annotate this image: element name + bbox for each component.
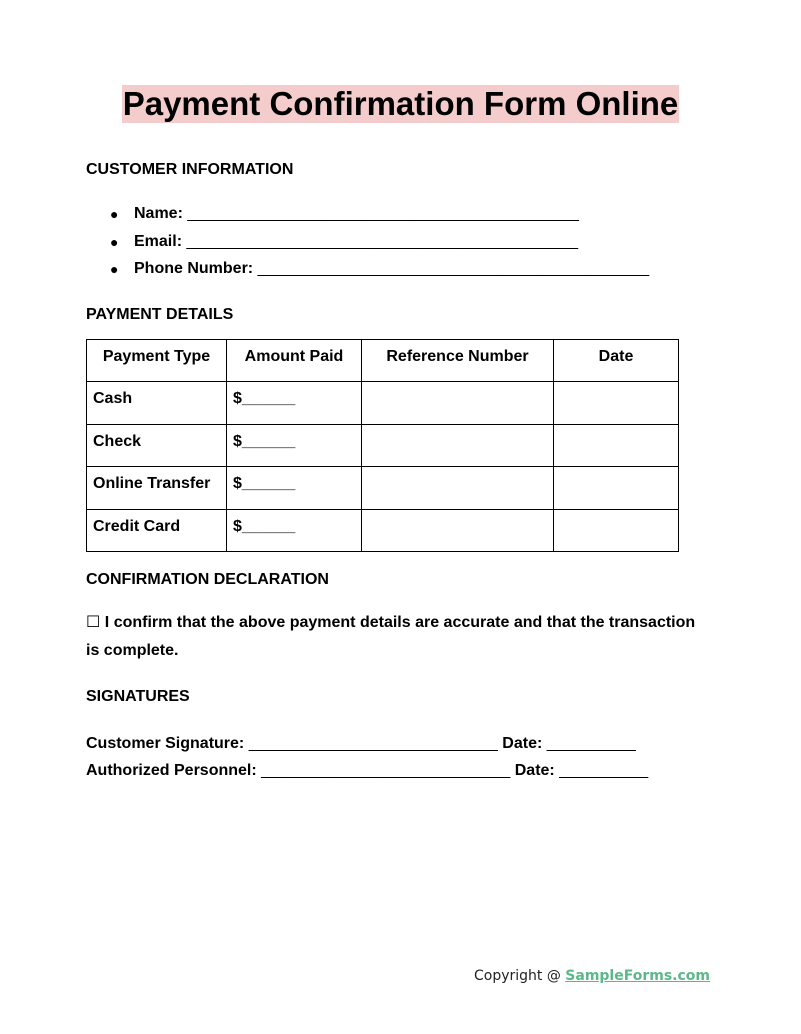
payment-type-cell: Check (87, 424, 227, 467)
signatures-heading: SIGNATURES (86, 688, 190, 705)
list-item-email[interactable] (86, 232, 649, 260)
payment-type-cell: Online Transfer (87, 467, 227, 510)
payment-type-cell: Credit Card (87, 509, 227, 552)
date-cell[interactable] (554, 382, 679, 425)
customer-date-field[interactable]: __________ (542, 735, 636, 752)
table-row (87, 382, 679, 425)
sampleforms-link[interactable]: SampleForms.com (565, 968, 710, 984)
customer-info-list (86, 204, 649, 287)
bullet-icon: ● (110, 261, 119, 277)
amount-cell[interactable]: $______ (227, 467, 362, 510)
column-header: Payment Type (87, 340, 227, 382)
confirmation-text: I confirm that the above payment details are accurate and that the transaction is complete. (86, 614, 696, 659)
customer-signature-field[interactable]: ____________________________ (244, 735, 503, 752)
reference-cell[interactable] (362, 382, 554, 425)
table-row (87, 509, 679, 552)
confirmation-heading: CONFIRMATION DECLARATION (86, 571, 329, 588)
list-item-phone[interactable] (86, 259, 649, 287)
name-field-line[interactable]: ____________________________________________ (182, 205, 579, 222)
title-wrap (0, 85, 801, 123)
amount-cell[interactable]: $______ (227, 509, 362, 552)
payment-details-heading: PAYMENT DETAILS (86, 306, 234, 323)
personnel-date-field[interactable]: __________ (554, 762, 649, 779)
reference-cell[interactable] (362, 467, 554, 510)
customer-info-heading: CUSTOMER INFORMATION (86, 161, 294, 178)
reference-cell[interactable] (362, 424, 554, 467)
confirm-checkbox-icon[interactable]: ☐ (86, 614, 101, 631)
payment-type-cell: Cash (87, 382, 227, 425)
table-row (87, 424, 679, 467)
column-header: Reference Number (362, 340, 554, 382)
table-row (87, 467, 679, 510)
list-item-name[interactable] (86, 204, 649, 232)
page-title: Payment Confirmation Form Online (122, 85, 679, 122)
table-header-row (87, 340, 679, 382)
bullet-icon: ● (110, 233, 119, 250)
phone-field-line[interactable]: ____________________________________________ (253, 260, 650, 277)
signature-label: Authorized Personnel: (86, 762, 257, 779)
date-cell[interactable] (554, 467, 679, 510)
date-label: Date: (502, 735, 543, 752)
field-label: Name: (134, 205, 183, 222)
amount-cell[interactable]: $______ (227, 382, 362, 425)
field-label: Phone Number: (134, 260, 254, 277)
confirmation-declaration (86, 609, 706, 665)
payment-table (86, 339, 679, 552)
copyright-footer (474, 966, 710, 986)
date-label: Date: (514, 762, 555, 779)
signature-block (86, 730, 648, 784)
copyright-text: Copyright @ (473, 968, 566, 984)
bullet-icon: ● (110, 206, 119, 222)
email-field-line[interactable]: ____________________________________________ (182, 232, 578, 250)
personnel-signature-row (86, 757, 648, 784)
date-cell[interactable] (554, 424, 679, 467)
field-label: Email: (134, 232, 183, 250)
customer-signature-row (86, 730, 648, 757)
date-cell[interactable] (554, 509, 679, 552)
amount-cell[interactable]: $______ (227, 424, 362, 467)
column-header: Amount Paid (227, 340, 362, 382)
personnel-signature-field[interactable]: ____________________________ (256, 762, 515, 779)
signature-label: Customer Signature: (86, 735, 245, 752)
column-header: Date (554, 340, 679, 382)
reference-cell[interactable] (362, 509, 554, 552)
